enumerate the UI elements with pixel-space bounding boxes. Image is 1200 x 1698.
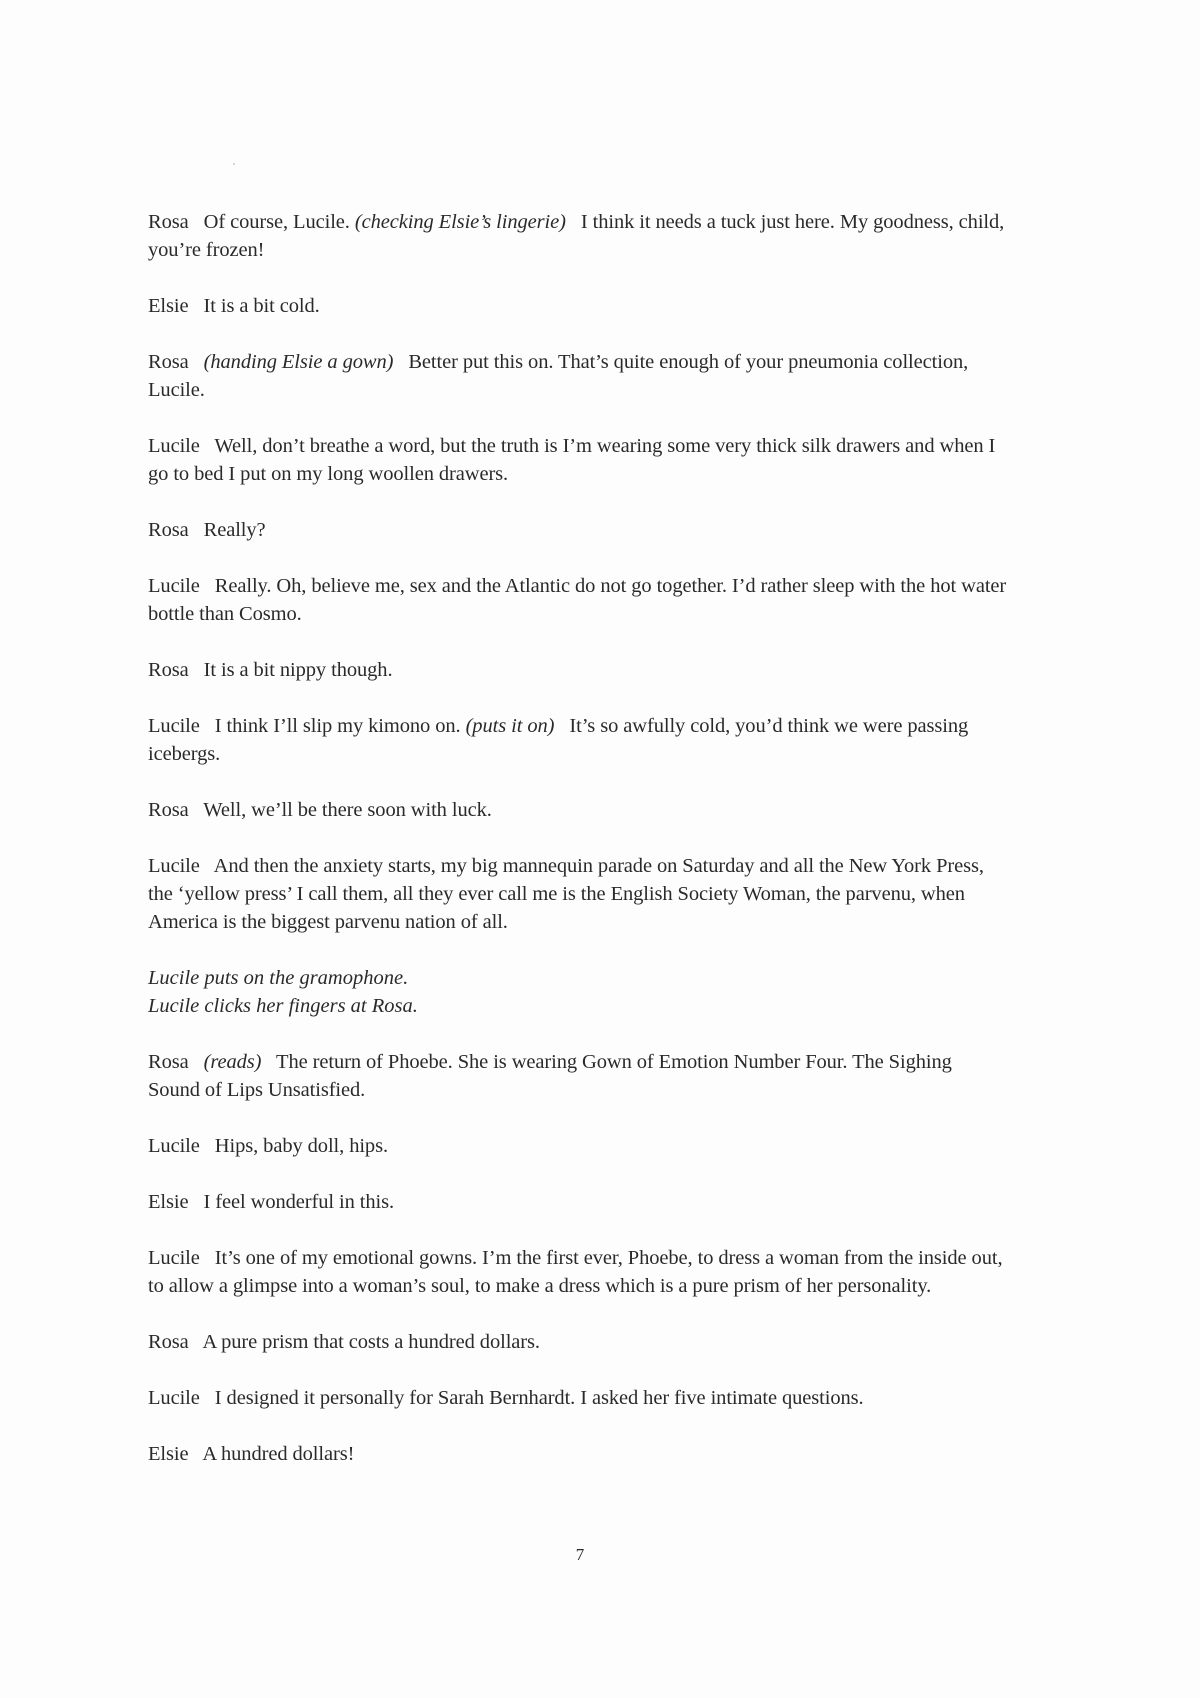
dialogue-text: Of course, Lucile.: [203, 211, 350, 233]
speaker-name: Lucile: [148, 1247, 200, 1269]
speaker-name: Lucile: [148, 1135, 200, 1157]
dialogue-text: I designed it personally for Sarah Bernhardt. I asked her five intimate questions.: [214, 1387, 864, 1409]
dialogue-line: [148, 1244, 1008, 1300]
dialogue-text: Well, we’ll be there soon with luck.: [203, 799, 492, 821]
dialogue-text: I feel wonderful in this.: [203, 1191, 395, 1213]
speaker-name: Rosa: [148, 1331, 189, 1353]
stage-direction-line: Lucile clicks her fingers at Rosa.: [148, 995, 418, 1017]
speaker-name: Lucile: [148, 715, 200, 737]
page-number: 7: [575, 1545, 585, 1564]
dialogue-text: It is a bit nippy though.: [203, 659, 393, 681]
dialogue-line: [148, 712, 1008, 768]
speaker-name: Elsie: [148, 295, 189, 317]
speaker-name: Lucile: [148, 575, 200, 597]
speaker-name: Elsie: [148, 1191, 189, 1213]
script-body: [148, 208, 1008, 1496]
stage-direction: (reads): [203, 1051, 262, 1073]
speaker-name: Rosa: [148, 1051, 189, 1073]
dialogue-text: It’s so awfully cold, you’d think we were passing icebergs.: [148, 715, 969, 765]
speaker-name: Lucile: [148, 855, 200, 877]
stage-directions-block: [148, 964, 1008, 1020]
speaker-name: Rosa: [148, 659, 189, 681]
dialogue-text: Well, don’t breathe a word, but the truth is I’m wearing some very thick silk drawers and when I go to bed I put on my long woollen drawers.: [148, 435, 996, 485]
stage-direction-line: Lucile puts on the gramophone.: [148, 967, 409, 989]
dialogue-line: [148, 1048, 1008, 1104]
dialogue-text: Really. Oh, believe me, sex and the Atlantic do not go together. I’d rather sleep with the hot water bottle than Cosmo.: [148, 575, 1007, 625]
speaker-name: Rosa: [148, 351, 189, 373]
dialogue-line: [148, 348, 1008, 404]
dialogue-text: Hips, baby doll, hips.: [214, 1135, 388, 1157]
speaker-name: Rosa: [148, 799, 189, 821]
dialogue-line: [148, 656, 1008, 684]
speaker-name: Rosa: [148, 519, 189, 541]
dialogue-line: [148, 1188, 1008, 1216]
dialogue-text: Better put this on. That’s quite enough of your pneumonia collection, Lucile.: [148, 351, 969, 401]
speaker-name: Lucile: [148, 1387, 200, 1409]
stage-direction: (handing Elsie a gown): [203, 351, 394, 373]
dialogue-line: [148, 1384, 1008, 1412]
dialogue-text: I think it needs a tuck just here. My goodness, child, you’re frozen!: [148, 211, 1005, 261]
dialogue-text: And then the anxiety starts, my big mannequin parade on Saturday and all the New York Press, the ‘yellow press’ I call them, all they ever call me is the English Society Woman, the parvenu, when America is the biggest parvenu nation of all.: [148, 855, 984, 933]
dialogue-line: [148, 1132, 1008, 1160]
speaker-name: Lucile: [148, 435, 200, 457]
dialogue-line: [148, 852, 1008, 936]
dialogue-text: The return of Phoebe. She is wearing Gown of Emotion Number Four. The Sighing Sound of Lips Unsatisfied.: [148, 1051, 952, 1101]
dialogue-line: [148, 292, 1008, 320]
dialogue-line: [148, 432, 1008, 488]
dialogue-text: A hundred dollars!: [202, 1443, 355, 1465]
dialogue-line: [148, 796, 1008, 824]
speaker-name: Rosa: [148, 211, 189, 233]
stage-direction: (checking Elsie’s lingerie): [354, 211, 566, 233]
dialogue-text: It’s one of my emotional gowns. I’m the first ever, Phoebe, to dress a woman from the inside out, to allow a glimpse into a woman’s soul, to make a dress which is a pure prism of her personality.: [148, 1247, 1003, 1297]
dialogue-line: [148, 1328, 1008, 1356]
dialogue-text: It is a bit cold.: [203, 295, 320, 317]
dialogue-text: Really?: [203, 519, 266, 541]
dialogue-text: A pure prism that costs a hundred dollars.: [202, 1331, 540, 1353]
dialogue-text: I think I’ll slip my kimono on.: [214, 715, 461, 737]
stage-direction: (puts it on): [465, 715, 555, 737]
dialogue-line: [148, 208, 1008, 264]
speaker-name: Elsie: [148, 1443, 189, 1465]
paper-speck: [233, 163, 235, 165]
dialogue-line: [148, 516, 1008, 544]
dialogue-line: [148, 1440, 1008, 1468]
dialogue-line: [148, 572, 1008, 628]
